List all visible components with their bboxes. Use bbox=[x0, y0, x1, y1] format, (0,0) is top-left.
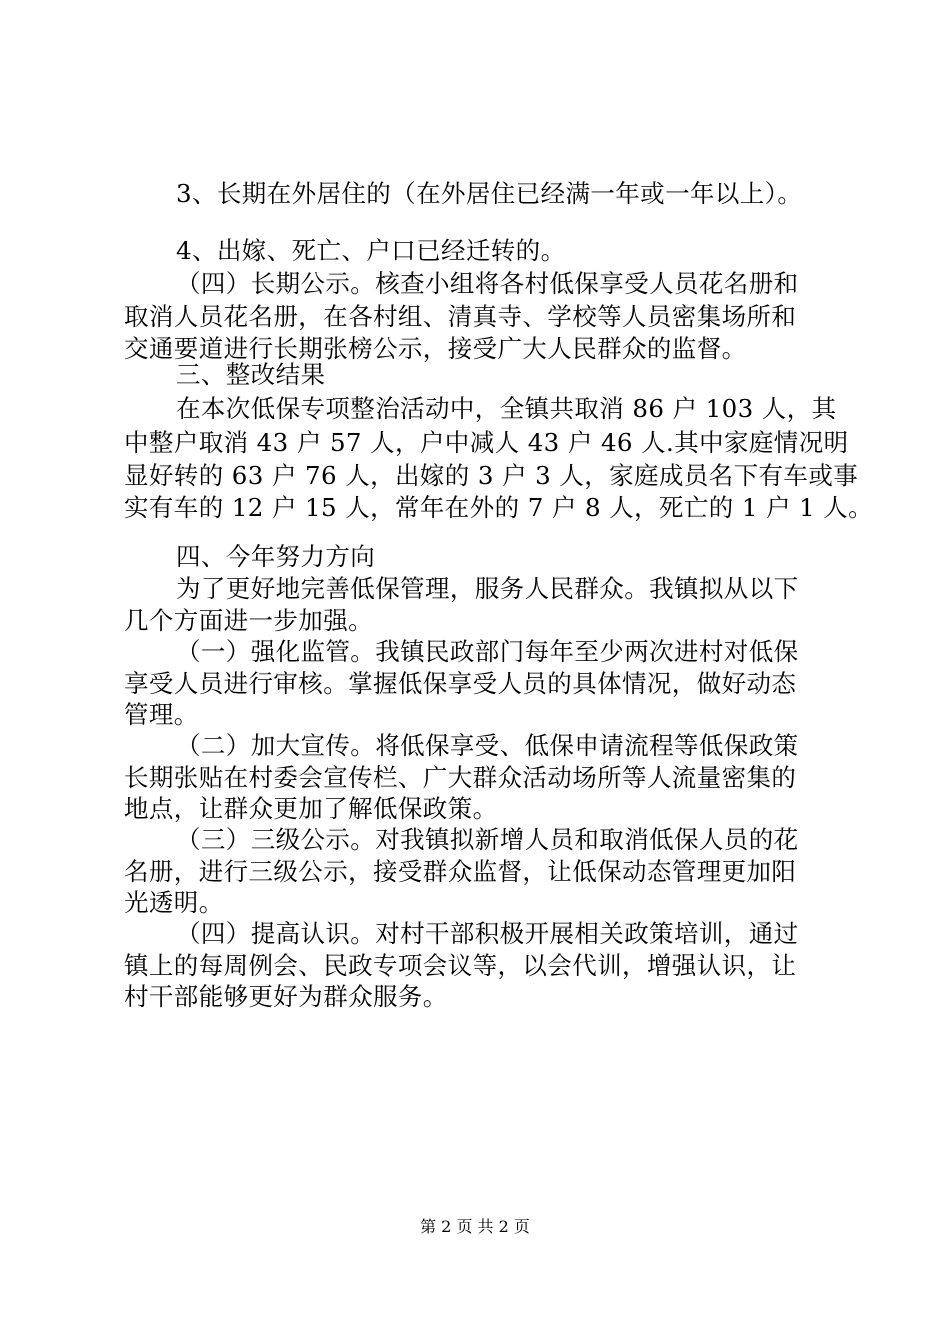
paragraph-line: 管理。 bbox=[124, 700, 199, 729]
subsection-line: （四）提高认识。对村干部积极开展相关政策培训，通过 bbox=[176, 919, 799, 948]
section-heading: 四、今年努力方向 bbox=[176, 542, 376, 571]
section-heading: 三、整改结果 bbox=[176, 360, 326, 389]
paragraph-line: 显好转的 63 户 76 人，出嫁的 3 户 3 人，家庭成员名下有车或事 bbox=[124, 461, 859, 490]
paragraph-line: 3、长期在外居住的（在外居住已经满一年或一年以上）。 bbox=[176, 179, 803, 208]
paragraph-line: 光透明。 bbox=[124, 888, 224, 917]
subsection-line: （三）三级公示。对我镇拟新增人员和取消低保人员的花 bbox=[176, 825, 799, 854]
paragraph-line: 实有车的 12 户 15 人，常年在外的 7 户 8 人，死亡的 1 户 1 人。 bbox=[124, 493, 874, 522]
paragraph-line: 为了更好地完善低保管理，服务人民群众。我镇拟从以下 bbox=[176, 574, 799, 603]
page-footer: 第 2 页 共 2 页 bbox=[420, 1217, 530, 1236]
paragraph-line: 享受人员进行审核。掌握低保享受人员的具体情况，做好动态 bbox=[124, 669, 797, 698]
paragraph-line: 镇上的每周例会、民政专项会议等，以会代训，增强认识，让 bbox=[124, 951, 797, 980]
paragraph-line: 在本次低保专项整治活动中，全镇共取消 86 户 103 人，其 bbox=[176, 394, 837, 423]
paragraph-line: 交通要道进行长期张榜公示，接受广大人民群众的监督。 bbox=[124, 334, 747, 363]
paragraph-line: 几个方面进一步加强。 bbox=[124, 606, 373, 635]
paragraph-line: 地点，让群众更加了解低保政策。 bbox=[124, 794, 498, 823]
paragraph-line: 长期张贴在村委会宣传栏、广大群众活动场所等人流量密集的 bbox=[124, 763, 797, 792]
paragraph-line: 取消人员花名册，在各村组、清真寺、学校等人员密集场所和 bbox=[124, 302, 797, 331]
paragraph-line: 村干部能够更好为群众服务。 bbox=[124, 982, 448, 1011]
paragraph-line: 名册，进行三级公示，接受群众监督，让低保动态管理更加阳 bbox=[124, 857, 797, 886]
subsection-line: （一）强化监管。我镇民政部门每年至少两次进村对低保 bbox=[176, 637, 799, 666]
paragraph-line: 4、出嫁、死亡、户口已经迁转的。 bbox=[176, 236, 566, 265]
section-heading-line: （四）长期公示。核查小组将各村低保享受人员花名册和 bbox=[176, 269, 799, 298]
subsection-line: （二）加大宣传。将低保享受、低保申请流程等低保政策 bbox=[176, 731, 799, 760]
paragraph-line: 中整户取消 43 户 57 人，户中减人 43 户 46 人.其中家庭情况明 bbox=[124, 428, 849, 457]
